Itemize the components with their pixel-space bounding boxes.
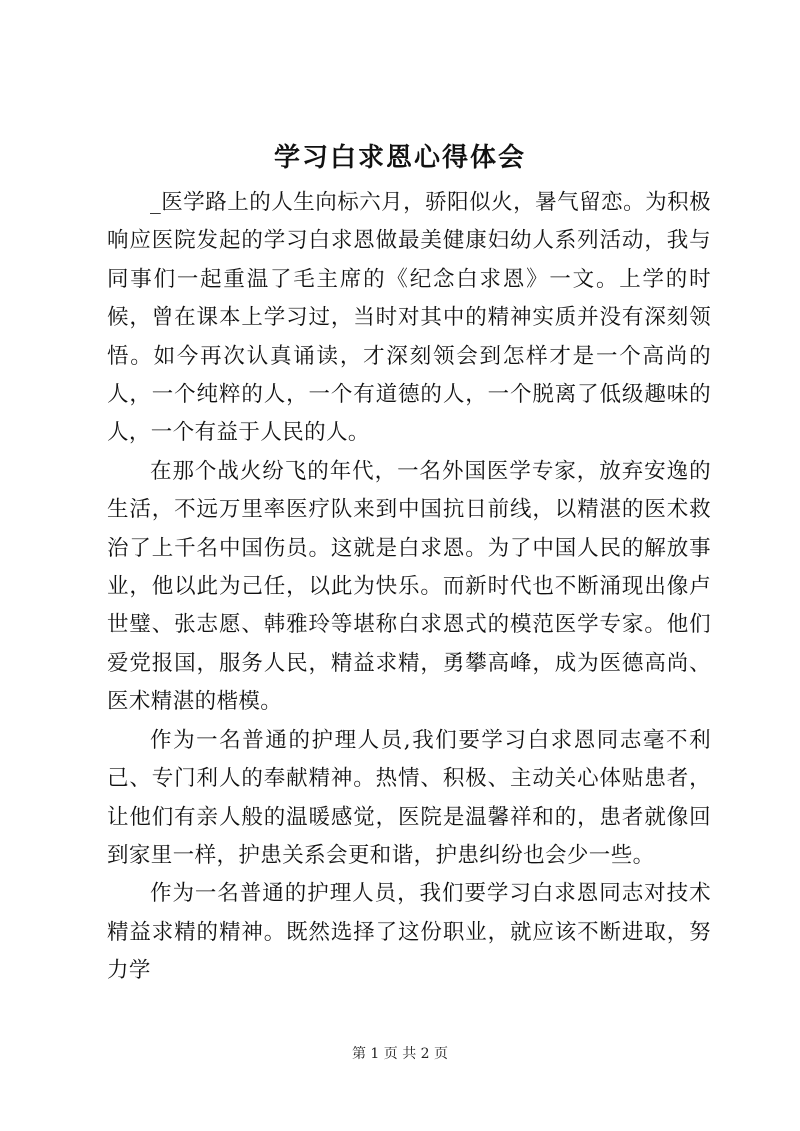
document-title: 学习白求恩心得体会	[273, 143, 526, 173]
paragraph: 作为一名普通的护理人员,我们要学习白求恩同志毫不利己、专门利人的奉献精神。热情、积极、主动关心体贴患者，让他们有亲人般的温暖感觉，医院是温馨祥和的，患者就像回到家里一样，护患关系会更和谐，护患纠纷也会少一些。	[107, 727, 711, 868]
paragraph: _医学路上的人生向标六月，骄阳似火，暑气留恋。为积极响应医院发起的学习白求恩做最美健康妇幼人系列活动，我与同事们一起重温了毛主席的《纪念白求恩》一文。上学的时候，曾在课本上学习过，当时对其中的精神实质并没有深刻领悟。如今再次认真诵读，才深刻领会到怎样才是一个高尚的人，一个纯粹的人，一个有道德的人，一个脱离了低级趣味的人，一个有益于人民的人。	[107, 190, 711, 446]
paragraph: 在那个战火纷飞的年代，一名外国医学专家，放弃安逸的生活，不远万里率医疗队来到中国抗日前线，以精湛的医术救治了上千名中国伤员。这就是白求恩。为了中国人民的解放事业，他以此为己任，以此为快乐。而新时代也不断涌现出像卢世璧、张志愿、韩雅玲等堪称白求恩式的模范医学专家。他们爱党报国，服务人民，精益求精，勇攀高峰，成为医德高尚、医术精湛的楷模。	[107, 458, 711, 715]
page-number-footer: 第 1 页 共 2 页	[351, 1046, 449, 1062]
document-body	[107, 184, 711, 991]
paragraph: 作为一名普通的护理人员，我们要学习白求恩同志对技术精益求精的精神。既然选择了这份职业，就应该不断进取，努力学	[107, 881, 711, 984]
